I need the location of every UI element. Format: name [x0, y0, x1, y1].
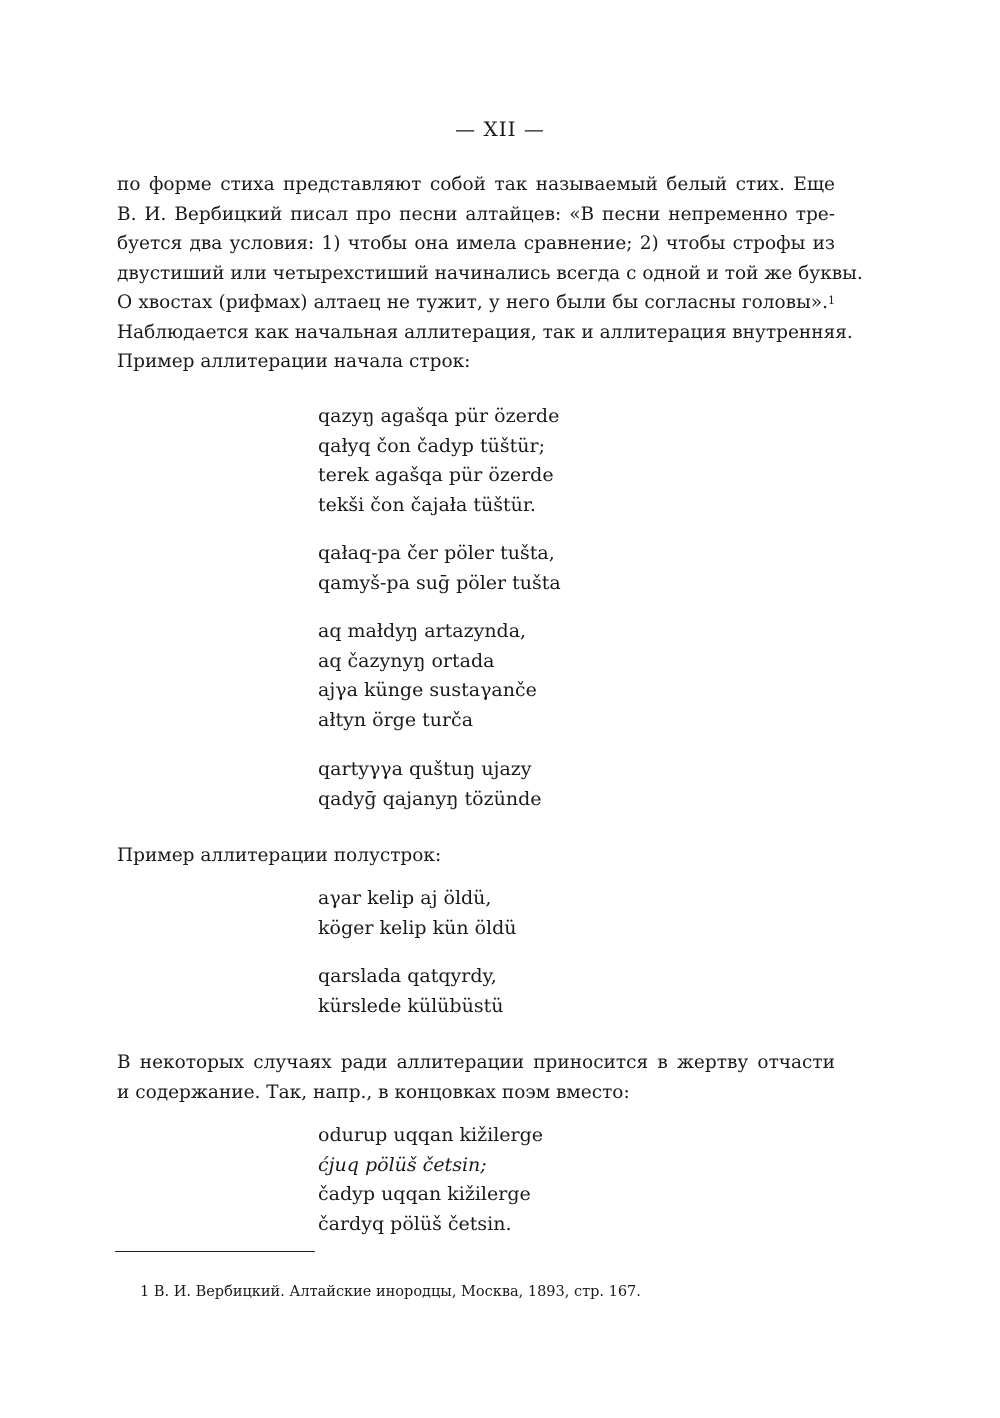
- verse-line: čardyq pölüš četsin.: [318, 1212, 512, 1235]
- verse-line: tekši čon čajała tüštür.: [318, 493, 536, 516]
- text-line: Пример аллитерации начала строк:: [117, 351, 471, 372]
- footnote-divider: [115, 1251, 315, 1252]
- text-line: двустиший или четырехстиший начинались всегда с одной и той же буквы.: [117, 262, 863, 284]
- verse-line: qartyγγa quštuŋ ujazy: [318, 758, 532, 780]
- verse-line: qazyŋ agašqa pür özerde: [318, 405, 560, 427]
- footnote-mark: 1: [828, 294, 835, 307]
- verse-line: kürslede külübüstü: [318, 994, 504, 1017]
- verse-line: ćjuq pölüš četsin;: [318, 1153, 487, 1176]
- verse-line: čadyp uqqan kižilerge: [318, 1183, 531, 1205]
- text-line: и содержание. Так, напр., в концовках поэм вместо:: [117, 1081, 630, 1103]
- text-line: О хвостах (рифмах) алтаец не тужит, у него были бы согласны головы».: [117, 292, 828, 313]
- verse-line: terek agašqa pür özerde: [318, 464, 554, 486]
- footnote: 1 В. И. Вербицкий. Алтайские инородцы, Москва, 1893, стр. 167.: [140, 1284, 641, 1300]
- verse-stanza-7: [318, 1121, 543, 1239]
- text-line: буется два условия: 1) чтобы она имела сравнение; 2) чтобы строфы из: [117, 233, 835, 254]
- verse-line: qadyḡ qajanyŋ tözünde: [318, 787, 542, 810]
- verse-stanza-6: [318, 962, 503, 1021]
- verse-stanza-1: [318, 402, 559, 520]
- verse-line: odurup uqqan kižilerge: [318, 1124, 544, 1146]
- verse-stanza-4: [318, 755, 542, 814]
- verse-stanza-3: [318, 617, 537, 735]
- verse-stanza-2: [318, 539, 561, 598]
- verse-line: aq małdyŋ artazynda,: [318, 620, 527, 642]
- text-line: В некоторых случаях ради аллитерации приносится в жертву отчасти: [117, 1052, 835, 1073]
- verse-line: qamyš-pa suḡ pöler tušta: [318, 571, 561, 594]
- verse-line: köger kelip kün öldü: [318, 916, 517, 939]
- verse-stanza-5: [318, 884, 517, 943]
- text-line-with-footnote: [117, 288, 835, 318]
- text-line: Наблюдается как начальная аллитерация, так и аллитерация внутренняя.: [117, 321, 853, 343]
- paragraph-sacrifice: [117, 1048, 835, 1107]
- verse-line: qałyq čon čadyp tüštür;: [318, 434, 545, 457]
- verse-line: aγar kelip aj öldü,: [318, 887, 492, 909]
- paragraph-intro: [117, 170, 863, 377]
- text-line: по форме стиха представляют собой так называемый белый стих. Еще: [117, 174, 835, 195]
- verse-line: aq čazynyŋ ortada: [318, 649, 495, 672]
- verse-line: qałaq-pa čer pöler tušta,: [318, 542, 555, 564]
- verse-line: qarslada qatqyrdy,: [318, 965, 497, 987]
- text-line: В. И. Вербицкий писал про песни алтайцев: «В песни непременно тре-: [117, 203, 835, 225]
- page-header: — XII —: [455, 117, 545, 141]
- verse-line: ajγa künge sustaγanče: [318, 679, 537, 701]
- label-half-line-alliteration: Пример аллитерации полустрок:: [117, 845, 442, 866]
- verse-line: ałtyn örge turča: [318, 708, 474, 731]
